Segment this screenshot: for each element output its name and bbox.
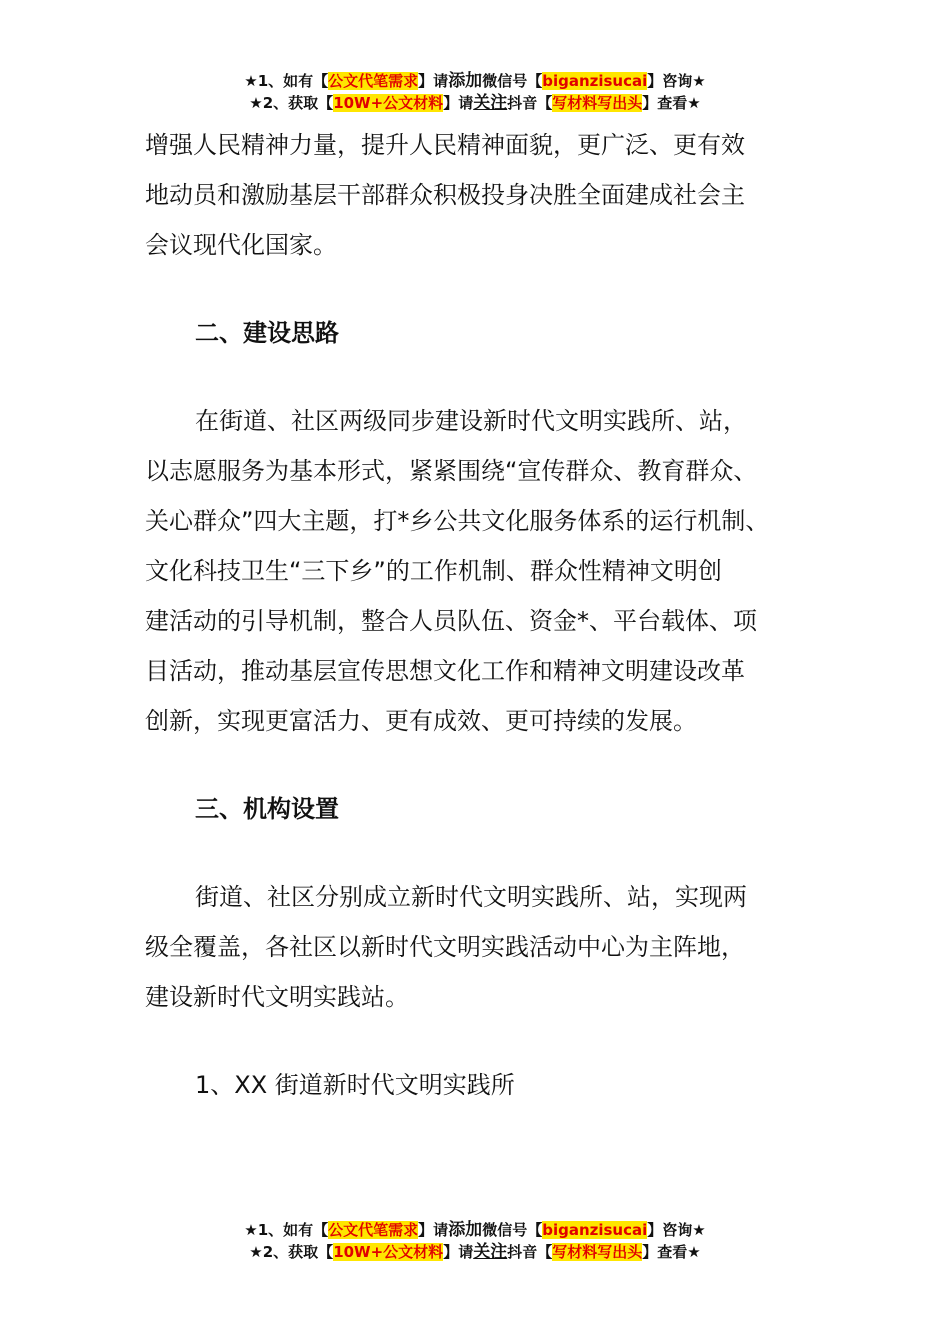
- text-line: 文化科技卫生“三下乡”的工作机制、群众性精神文明创: [145, 557, 722, 585]
- banner-line-1: [0, 1219, 950, 1241]
- banner-highlight: 10W+公文材料: [333, 1243, 444, 1261]
- banner-text: 】咨询★: [647, 72, 706, 90]
- banner-line-1: [0, 70, 950, 92]
- banner-highlight: 10W+公文材料: [333, 94, 444, 112]
- text-line: 建设新时代文明实践站。: [145, 983, 409, 1011]
- banner-text: 】请: [443, 94, 474, 112]
- banner-text: ★1、如有【: [244, 1221, 329, 1239]
- banner-line-2: [0, 92, 950, 114]
- text-line: 级全覆盖，各社区以新时代文明实践活动中心为主阵地，: [145, 933, 745, 961]
- document-body: [145, 120, 825, 1110]
- banner-highlight: 公文代笔需求: [328, 1221, 419, 1239]
- banner-highlight: 公文代笔需求: [328, 72, 419, 90]
- banner-text: ★2、获取【: [249, 94, 334, 112]
- banner-text: 】咨询★: [647, 1221, 706, 1239]
- banner-emphasis: 添加: [448, 1220, 483, 1240]
- banner-highlight: 写材料写出头: [552, 94, 643, 112]
- list-item-1: 1、XX 街道新时代文明实践所: [195, 1071, 515, 1099]
- header-banner: [0, 70, 950, 114]
- banner-text: 】请: [443, 1243, 474, 1261]
- text-line: 在街道、社区两级同步建设新时代文明实践所、站，: [195, 407, 747, 435]
- banner-text: 】请: [418, 72, 449, 90]
- footer-banner: [0, 1219, 950, 1263]
- text-line: 建活动的引导机制，整合人员队伍、资金*、平台载体、项: [145, 607, 757, 635]
- text-line: 会议现代化国家。: [145, 231, 337, 259]
- text-line: 街道、社区分别成立新时代文明实践所、站，实现两: [195, 883, 747, 911]
- banner-text: 微信号【: [482, 1221, 543, 1239]
- text-line: 关心群众”四大主题，打*乡公共文化服务体系的运行机制、: [145, 507, 770, 535]
- banner-emphasis: 关注: [473, 1242, 508, 1262]
- banner-text: 抖音【: [507, 94, 553, 112]
- text-line: 地动员和激励基层干部群众积极投身决胜全面建成社会主: [145, 181, 745, 209]
- banner-emphasis: 添加: [448, 71, 483, 91]
- banner-highlight: biganzisucai: [542, 1221, 648, 1239]
- section-heading-2: 二、建设思路: [195, 319, 339, 347]
- section2-paragraph: [145, 396, 825, 746]
- text-line: 增强人民精神力量，提升人民精神面貌，更广泛、更有效: [145, 131, 745, 159]
- banner-text: 】请: [418, 1221, 449, 1239]
- banner-text: 】查看★: [642, 94, 701, 112]
- banner-emphasis: 关注: [473, 93, 508, 113]
- banner-highlight: 写材料写出头: [552, 1243, 643, 1261]
- banner-text: ★2、获取【: [249, 1243, 334, 1261]
- section-heading-3: 三、机构设置: [195, 795, 339, 823]
- text-line: 以志愿服务为基本形式，紧紧围绕“宣传群众、教育群众、: [145, 457, 758, 485]
- text-line: 目活动，推动基层宣传思想文化工作和精神文明建设改革: [145, 657, 745, 685]
- banner-text: ★1、如有【: [244, 72, 329, 90]
- banner-highlight: biganzisucai: [542, 72, 648, 90]
- banner-text: 微信号【: [482, 72, 543, 90]
- banner-line-2: [0, 1241, 950, 1263]
- intro-paragraph: [145, 120, 825, 270]
- section3-paragraph: [145, 872, 825, 1022]
- banner-text: 】查看★: [642, 1243, 701, 1261]
- banner-text: 抖音【: [507, 1243, 553, 1261]
- text-line: 创新，实现更富活力、更有成效、更可持续的发展。: [145, 707, 697, 735]
